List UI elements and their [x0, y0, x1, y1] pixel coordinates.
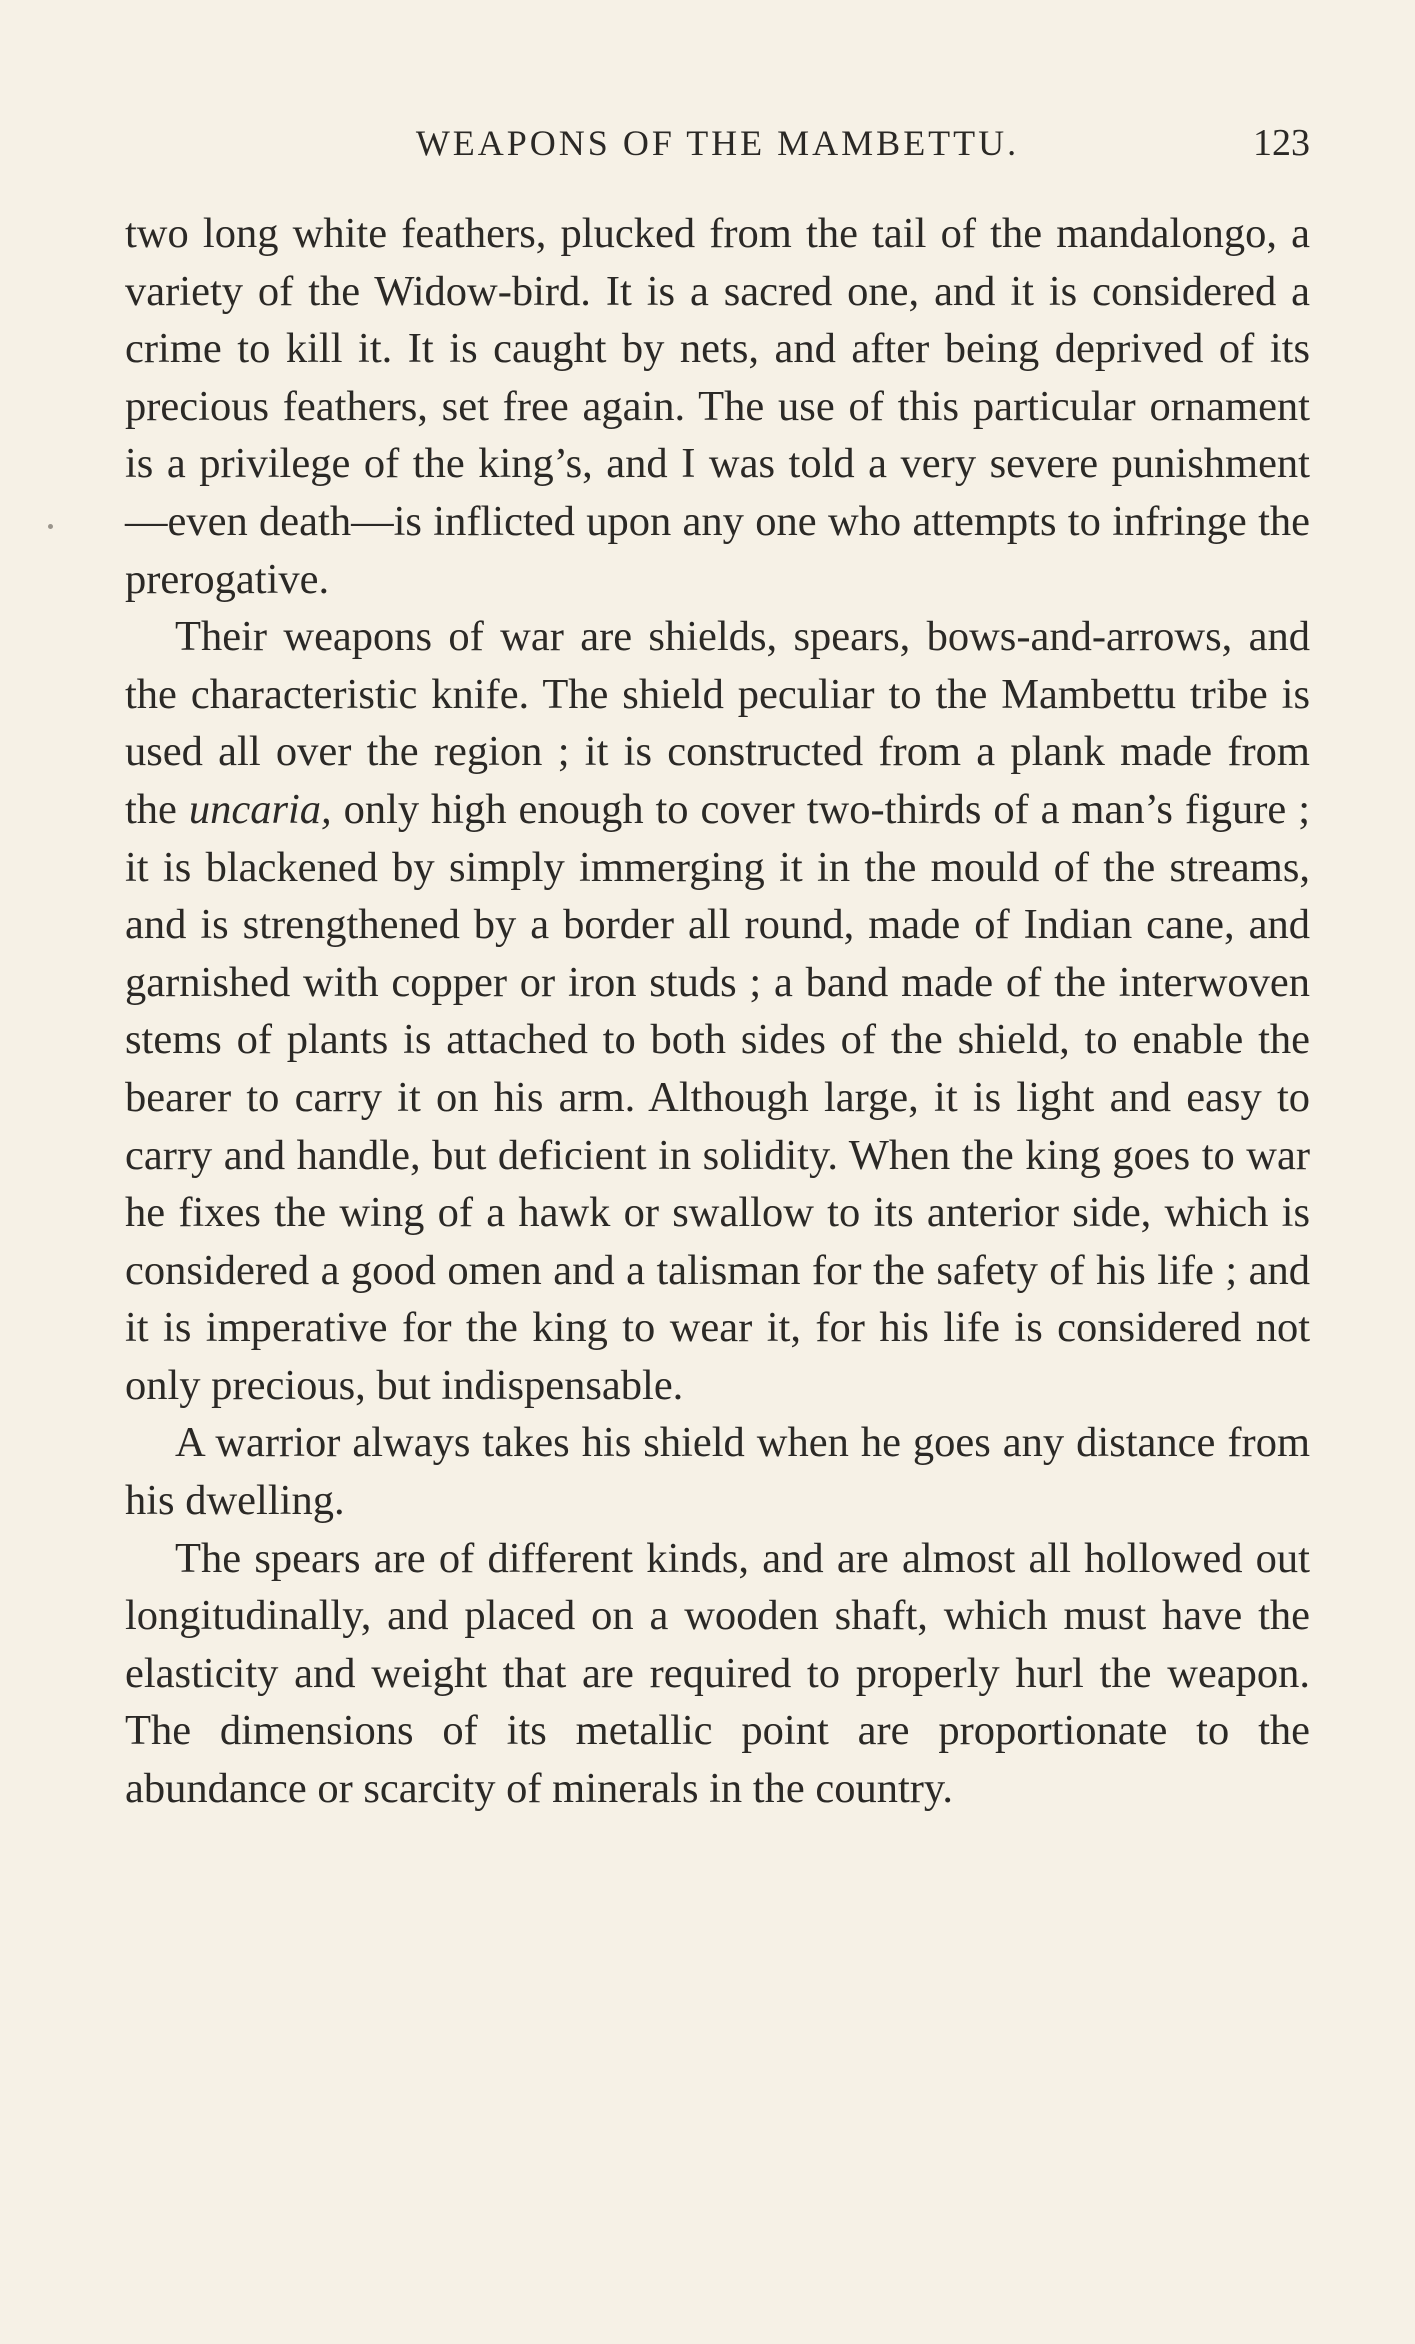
- paragraph-2: [125, 608, 1310, 1414]
- body-text: [125, 205, 1310, 1818]
- page-number: 123: [1253, 122, 1310, 164]
- running-title: WEAPONS OF THE MAMBETTU.: [415, 123, 1020, 163]
- paragraph-1: two long white feathers, plucked from the tail of the mandalongo, a variety of the Widow-bird. It is a sacred one, and it is considered a crime to kill it. It is caught by nets, and after being deprived of its precious feathers, set free again. The use of this particular ornament is a privilege of the king’s, and I was told a very severe punishment—even death—is inflicted upon any one who attempts to infringe the prerogative.: [125, 210, 1310, 603]
- paragraph-2-text-after: only high enough to cover two-thirds of a man’s figure ; it is blackened by simply immerging it in the mould of the streams, and is strengthened by a border all round, made of Indian cane, and garnished with copper or iron studs ; a band made of the interwoven stems of plants is attached to both sides of the shield, to enable the bearer to carry it on his arm. Although large, it is light and easy to carry and handle, but deficient in solidity. When the king goes to war he fixes the wing of a hawk or swallow to its anterior side, which is considered a good omen and a talisman for the safety of his life ; and it is imperative for the king to wear it, for his life is considered not only precious, but indispensable.: [125, 785, 1311, 1409]
- stray-ink-mark: [48, 524, 53, 529]
- paragraph-4: The spears are of different kinds, and are almost all hollowed out longitudinally, and placed on a wooden shaft, which must have the elasticity and weight that are required to properly hurl the weapon. The dimensions of its metallic point are proportionate to the abundance or scarcity of minerals in the country.: [125, 1534, 1310, 1813]
- paragraph-2-text-before: Their weapons of war are shields, spears, bows-and-arrows, and the characteristic knife. The shield peculiar to the Mambettu tribe is used all over the region ; it is constructed from a plank made from the: [125, 613, 1310, 833]
- running-head: [125, 118, 1310, 168]
- paragraph-2-italic-term: uncaria,: [188, 785, 332, 833]
- paragraph-3: A warrior always takes his shield when he goes any distance from his dwelling.: [125, 1419, 1310, 1525]
